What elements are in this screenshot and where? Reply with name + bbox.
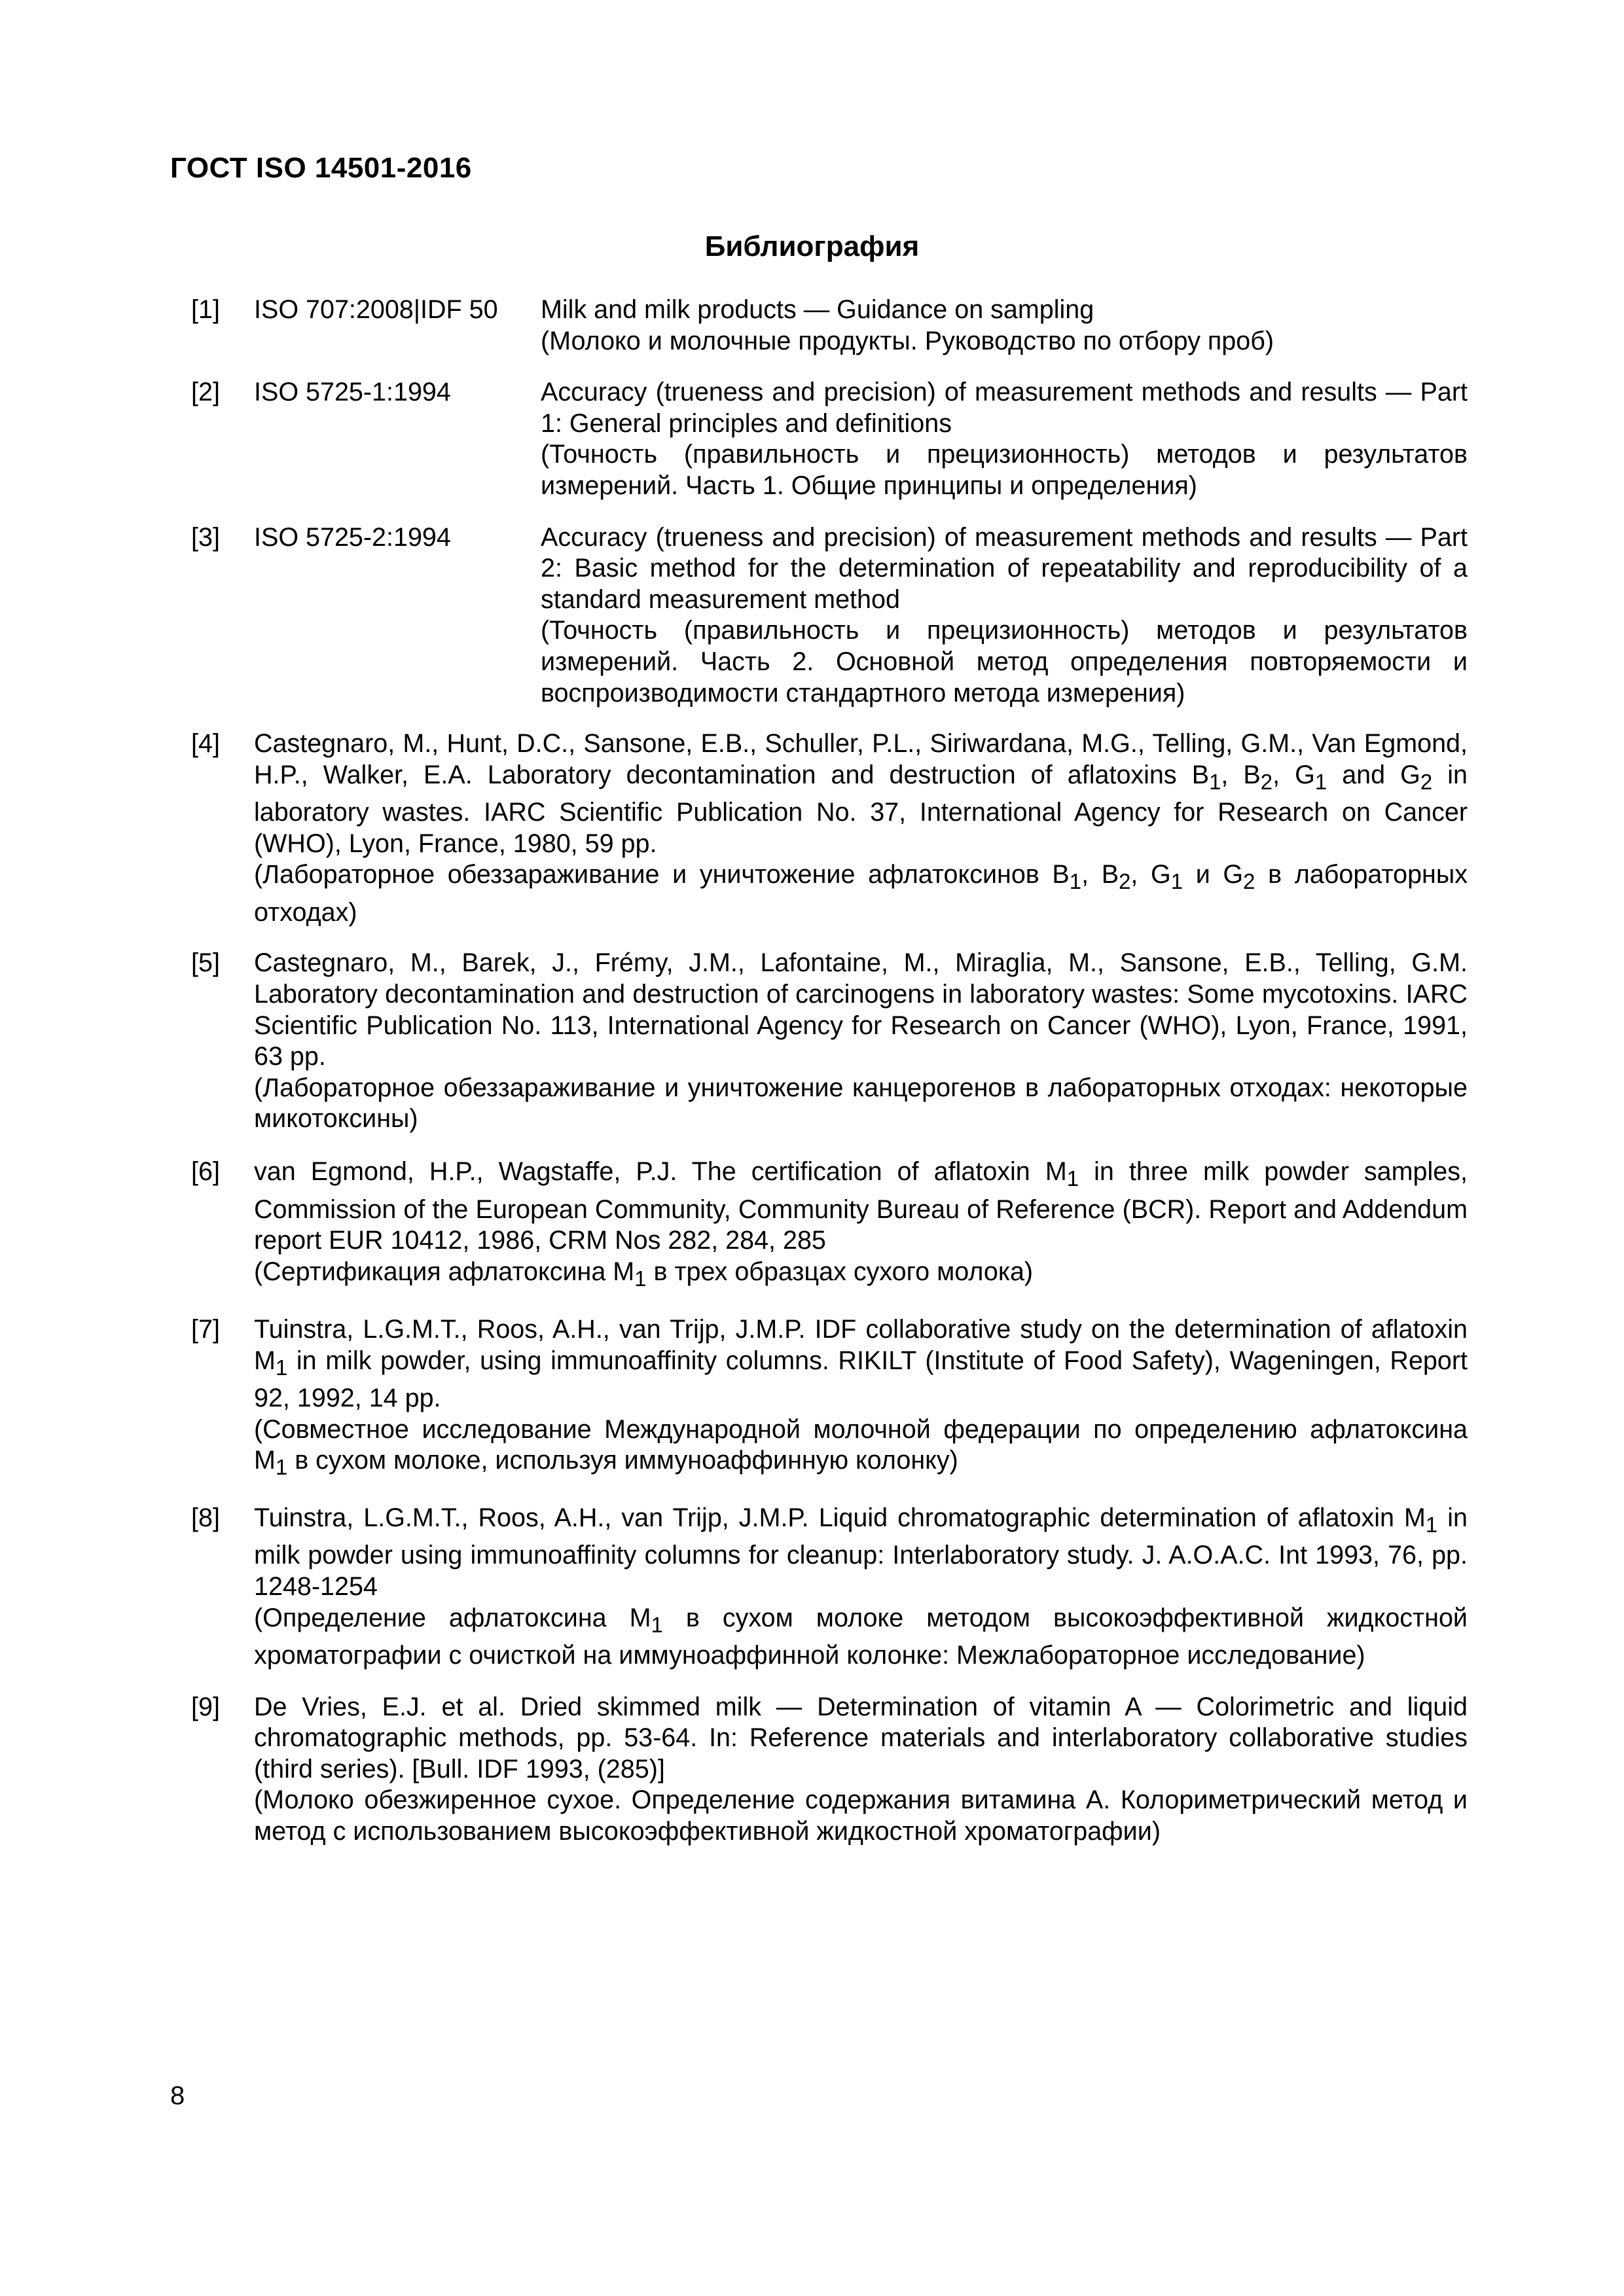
subscript: 1 [1069,869,1082,894]
bibliography-entry-6 [191,1157,1468,1294]
entry-title-english: Accuracy (trueness and precision) of measurement methods and results — Part 2: Basic method for the determination of repeatability and reproducibility of a standard measurement method [541,522,1468,614]
entry-title-russian: (Точность (правильность и прецизионность) методов и результатов измерений. Часть 2. Основной метод определения повторяемости и воспроизводимости стандартного метода измерения) [541,616,1468,708]
entry-body [541,295,1468,357]
bibliography-entry-8 [191,1503,1468,1672]
subscript: 1 [275,1455,288,1480]
subscript: 1 [1170,869,1183,894]
subscript: 1 [1209,769,1221,794]
entry-citation: Tuinstra, L.G.M.T., Roos, A.H., van Trijp, J.M.P. Liquid chromatographic determination of aflatoxin $M_1$ in milk powder using immunoaffinity columns for cleanup: Interlaboratory study. J. A.O.A.C. Int 1993, 76, pp. 1248-1254 [254,1503,1468,1602]
entry-body [541,522,1468,709]
bibliography-entry-1 [191,295,1468,357]
entry-body [254,948,1468,1135]
entry-body [254,1157,1468,1294]
entry-citation: van Egmond, H.P., Wagstaffe, P.J. The certification of aflatoxin $M_1$ in three milk powder samples, Commission of the European Community, Community Bureau of Reference (BCR). Report and Addendum report EUR 10412, 1986, CRM Nos 282, 284, 285 [254,1157,1468,1255]
entry-body [541,377,1468,501]
bibliography-entry-4 [191,728,1468,928]
entry-title-russian: (Сертификация афлатоксина $M_1$ в трех образцах сухого молока) [254,1257,1034,1291]
entry-number: [8] [191,1503,220,1532]
entry-number: [5] [191,948,220,978]
entry-number: [7] [191,1315,220,1344]
document-code-header: ГОСТ ISO 14501-2016 [170,152,472,184]
entry-title-russian: (Молоко обезжиренное сухое. Определение содержания витамина А. Колориметрический метод и метод с использованием высокоэффективной жидкостной хроматографии) [254,1785,1468,1846]
entry-standard-designation: ISO 5725-1:1994 [254,378,451,407]
entry-body [254,1503,1468,1672]
entry-standard-designation: ISO 5725-2:1994 [254,522,451,552]
subscript: 2 [1119,869,1131,894]
page-number: 8 [170,2081,185,2110]
subscript: 1 [1425,1512,1438,1537]
entry-number: [9] [191,1692,220,1721]
entry-citation: Castegnaro, M., Hunt, D.C., Sansone, E.B., Schuller, P.L., Siriwardana, M.G., Telling, G.M., Van Egmond, H.P., Walker, E.A. Laboratory decontamination and destruction of aflatoxins $B_1$, $B_2$, $G_1$ and $G_2$ in laboratory wastes. IARC Scientific Publication No. 37, International Agency for Research on Cancer (WHO), Lyon, France, 1980, 59 pp. [254,729,1468,858]
entry-standard-designation: ISO 707:2008|IDF 50 [254,295,498,324]
bibliography-entry-9 [191,1692,1468,1848]
bibliography-entry-7 [191,1314,1468,1483]
subscript: 1 [1314,769,1327,794]
subscript: 1 [634,1266,647,1291]
entry-citation: Castegnaro, M., Barek, J., Frémy, J.M., Lafontaine, M., Miraglia, M., Sansone, E.B., Telling, G.M. Laboratory decontamination and destruction of carcinogens in laboratory wastes: Some mycotoxins. IARC Scientific Publication No. 113, International Agency for Research on Cancer (WHO), Lyon, France, 1991, 63 pp. [254,948,1468,1071]
entry-title-english: Accuracy (trueness and precision) of measurement methods and results — Part 1: General principles and definitions [541,378,1468,438]
entry-body [254,728,1468,928]
entry-title-russian: (Лабораторное обеззараживание и уничтожение афлатоксинов $B_1$, $B_2$, $G_1$ и $G_2$ в лабораторных отходах) [254,860,1468,927]
entry-title-russian: (Определение афлатоксина $M_1$ в сухом молоке методом высокоэффективной жидкостной хроматографии с очисткой на иммуноаффинной колонке: Межлабораторное исследование) [254,1603,1468,1670]
entry-body [254,1314,1468,1483]
entry-number: [1] [191,295,220,324]
entry-body [254,1692,1468,1848]
subscript: 2 [1260,769,1273,794]
entry-number: [4] [191,729,220,759]
entry-number: [6] [191,1157,220,1187]
entry-title-english: Milk and milk products — Guidance on sampling [541,295,1094,324]
bibliography-entry-2 [191,377,1468,501]
entry-title-russian: (Молоко и молочные продукты. Руководство по отбору проб) [541,326,1274,355]
entry-title-russian: (Лабораторное обеззараживание и уничтожение канцерогенов в лабораторных отходах: некоторые микотоксины) [254,1073,1468,1134]
entry-citation: Tuinstra, L.G.M.T., Roos, A.H., van Trijp, J.M.P. IDF collaborative study on the determination of aflatoxin $M_1$ in milk powder, using immunoaffinity columns. RIKILT (Institute of Food Safety), Wageningen, Report 92, 1992, 14 pp. [254,1315,1468,1413]
subscript: 1 [275,1355,288,1380]
subscript: 1 [651,1612,663,1637]
entry-title-russian: (Совместное исследование Международной молочной федерации по определению афлатоксина $M_1$ в сухом молоке, используя иммуноаффинную колонку) [254,1414,1468,1480]
bibliography-entry-3 [191,522,1468,709]
bibliography-entry-5 [191,948,1468,1135]
bibliography-list [191,295,1468,1848]
entry-citation: De Vries, E.J. et al. Dried skimmed milk — Determination of vitamin A — Colorimetric and liquid chromatographic methods, pp. 53-64. In: Reference materials and interlaboratory collaborative studies (third series). [Bull. IDF 1993, (285)] [254,1692,1468,1784]
entry-number: [3] [191,522,220,552]
entry-title-russian: (Точность (правильность и прецизионность) методов и результатов измерений. Часть 1. Общие принципы и определения) [541,440,1468,500]
subscript: 1 [1066,1166,1079,1191]
subscript: 2 [1243,869,1255,894]
entry-number: [2] [191,378,220,407]
bibliography-title: Библиография [704,230,920,262]
subscript: 2 [1420,769,1433,794]
